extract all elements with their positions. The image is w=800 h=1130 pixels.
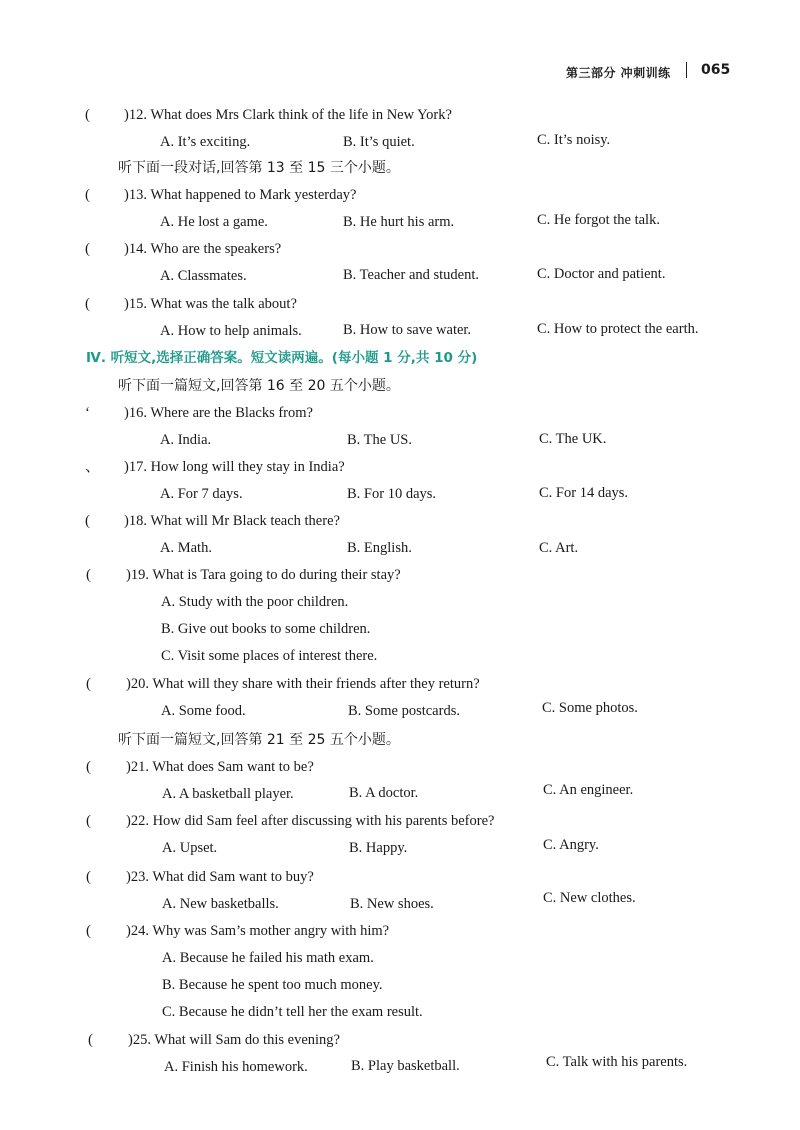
page-number: 065 bbox=[701, 62, 731, 78]
question-stem: )18. What will Mr Black teach there? bbox=[124, 513, 340, 529]
option-c: C. How to protect the earth. bbox=[537, 321, 699, 337]
answer-paren[interactable]: ( bbox=[85, 513, 90, 529]
instruction: 听下面一篇短文,回答第 21 至 25 五个小题。 bbox=[118, 732, 400, 748]
question-stem: )19. What is Tara going to do during their stay? bbox=[126, 567, 401, 583]
option-c: C. Because he didn’t tell her the exam result. bbox=[162, 1004, 423, 1020]
option-a: A. Upset. bbox=[162, 840, 218, 856]
question-stem: )13. What happened to Mark yesterday? bbox=[124, 187, 357, 203]
option-a: A. New basketballs. bbox=[162, 896, 279, 912]
option-c: C. Angry. bbox=[543, 837, 599, 853]
answer-paren[interactable]: ‘ bbox=[85, 405, 90, 421]
question-stem: )22. How did Sam feel after discussing with his parents before? bbox=[126, 813, 495, 829]
question-stem: )25. What will Sam do this evening? bbox=[128, 1032, 340, 1048]
question-stem: )15. What was the talk about? bbox=[124, 296, 297, 312]
option-c: C. Art. bbox=[539, 540, 579, 556]
answer-paren[interactable]: ( bbox=[86, 813, 91, 829]
option-b: B. A doctor. bbox=[349, 785, 419, 801]
answer-paren[interactable]: ( bbox=[86, 567, 91, 583]
section-title: 第三部分 冲刺训练 bbox=[566, 66, 671, 80]
option-a: A. Finish his homework. bbox=[164, 1059, 308, 1075]
option-c: C. An engineer. bbox=[543, 782, 634, 798]
option-c: C. It’s noisy. bbox=[537, 132, 611, 148]
option-b: B. He hurt his arm. bbox=[343, 214, 455, 230]
answer-paren[interactable]: ( bbox=[85, 241, 90, 257]
option-b: B. How to save water. bbox=[343, 322, 472, 338]
section-heading: Ⅳ. 听短文,选择正确答案。短文读两遍。(每小题 1 分,共 10 分) bbox=[86, 350, 478, 366]
option-b: B. English. bbox=[347, 540, 412, 556]
option-a: A. Math. bbox=[160, 540, 212, 556]
answer-paren[interactable]: ( bbox=[86, 869, 91, 885]
option-b: B. For 10 days. bbox=[347, 486, 437, 502]
option-b: B. Happy. bbox=[349, 840, 408, 856]
option-a: A. India. bbox=[160, 432, 212, 448]
option-c: C. He forgot the talk. bbox=[537, 212, 660, 228]
question-stem: )14. Who are the speakers? bbox=[124, 241, 282, 257]
question-stem: )24. Why was Sam’s mother angry with him? bbox=[126, 923, 390, 939]
option-b: B. Some postcards. bbox=[348, 703, 460, 719]
answer-paren[interactable]: ( bbox=[85, 296, 90, 312]
option-b: B. The US. bbox=[347, 432, 412, 448]
instruction: 听下面一段对话,回答第 13 至 15 三个小题。 bbox=[118, 160, 400, 176]
question-stem: )16. Where are the Blacks from? bbox=[124, 405, 313, 421]
option-c: C. For 14 days. bbox=[539, 485, 629, 501]
answer-paren[interactable]: ( bbox=[86, 759, 91, 775]
answer-paren[interactable]: ( bbox=[88, 1032, 93, 1048]
question-stem: )20. What will they share with their friends after they return? bbox=[126, 676, 480, 692]
option-c: C. New clothes. bbox=[543, 890, 636, 906]
option-a: A. Because he failed his math exam. bbox=[162, 950, 374, 966]
option-a: A. It’s exciting. bbox=[160, 134, 251, 150]
page-header bbox=[560, 62, 740, 82]
question-stem: )17. How long will they stay in India? bbox=[124, 459, 345, 475]
option-a: A. Classmates. bbox=[160, 268, 247, 284]
option-a: A. How to help animals. bbox=[160, 323, 302, 339]
question-stem: )12. What does Mrs Clark think of the life in New York? bbox=[124, 107, 452, 123]
option-a: A. Some food. bbox=[161, 703, 246, 719]
option-c: C. Doctor and patient. bbox=[537, 266, 666, 282]
option-c: C. Some photos. bbox=[542, 700, 638, 716]
answer-paren[interactable]: ( bbox=[86, 923, 91, 939]
question-stem: )23. What did Sam want to buy? bbox=[126, 869, 314, 885]
option-c: C. Talk with his parents. bbox=[546, 1054, 688, 1070]
answer-paren[interactable]: ( bbox=[85, 107, 90, 123]
question-stem: )21. What does Sam want to be? bbox=[126, 759, 314, 775]
header-divider bbox=[686, 62, 687, 78]
option-b: B. Play basketball. bbox=[351, 1058, 460, 1074]
option-b: B. It’s quiet. bbox=[343, 134, 415, 150]
option-b: B. Teacher and student. bbox=[343, 267, 480, 283]
option-a: A. He lost a game. bbox=[160, 214, 268, 230]
option-b: B. Give out books to some children. bbox=[161, 621, 371, 637]
option-a: A. A basketball player. bbox=[162, 786, 294, 802]
option-c: C. The UK. bbox=[539, 431, 607, 447]
option-a: A. Study with the poor children. bbox=[161, 594, 349, 610]
instruction: 听下面一篇短文,回答第 16 至 20 五个小题。 bbox=[118, 378, 400, 394]
option-b: B. Because he spent too much money. bbox=[162, 977, 383, 993]
answer-paren[interactable]: ( bbox=[86, 676, 91, 692]
option-c: C. Visit some places of interest there. bbox=[161, 648, 378, 664]
option-b: B. New shoes. bbox=[350, 896, 434, 912]
answer-paren[interactable]: ( bbox=[85, 187, 90, 203]
answer-paren[interactable]: 、 bbox=[85, 459, 101, 475]
option-a: A. For 7 days. bbox=[160, 486, 243, 502]
